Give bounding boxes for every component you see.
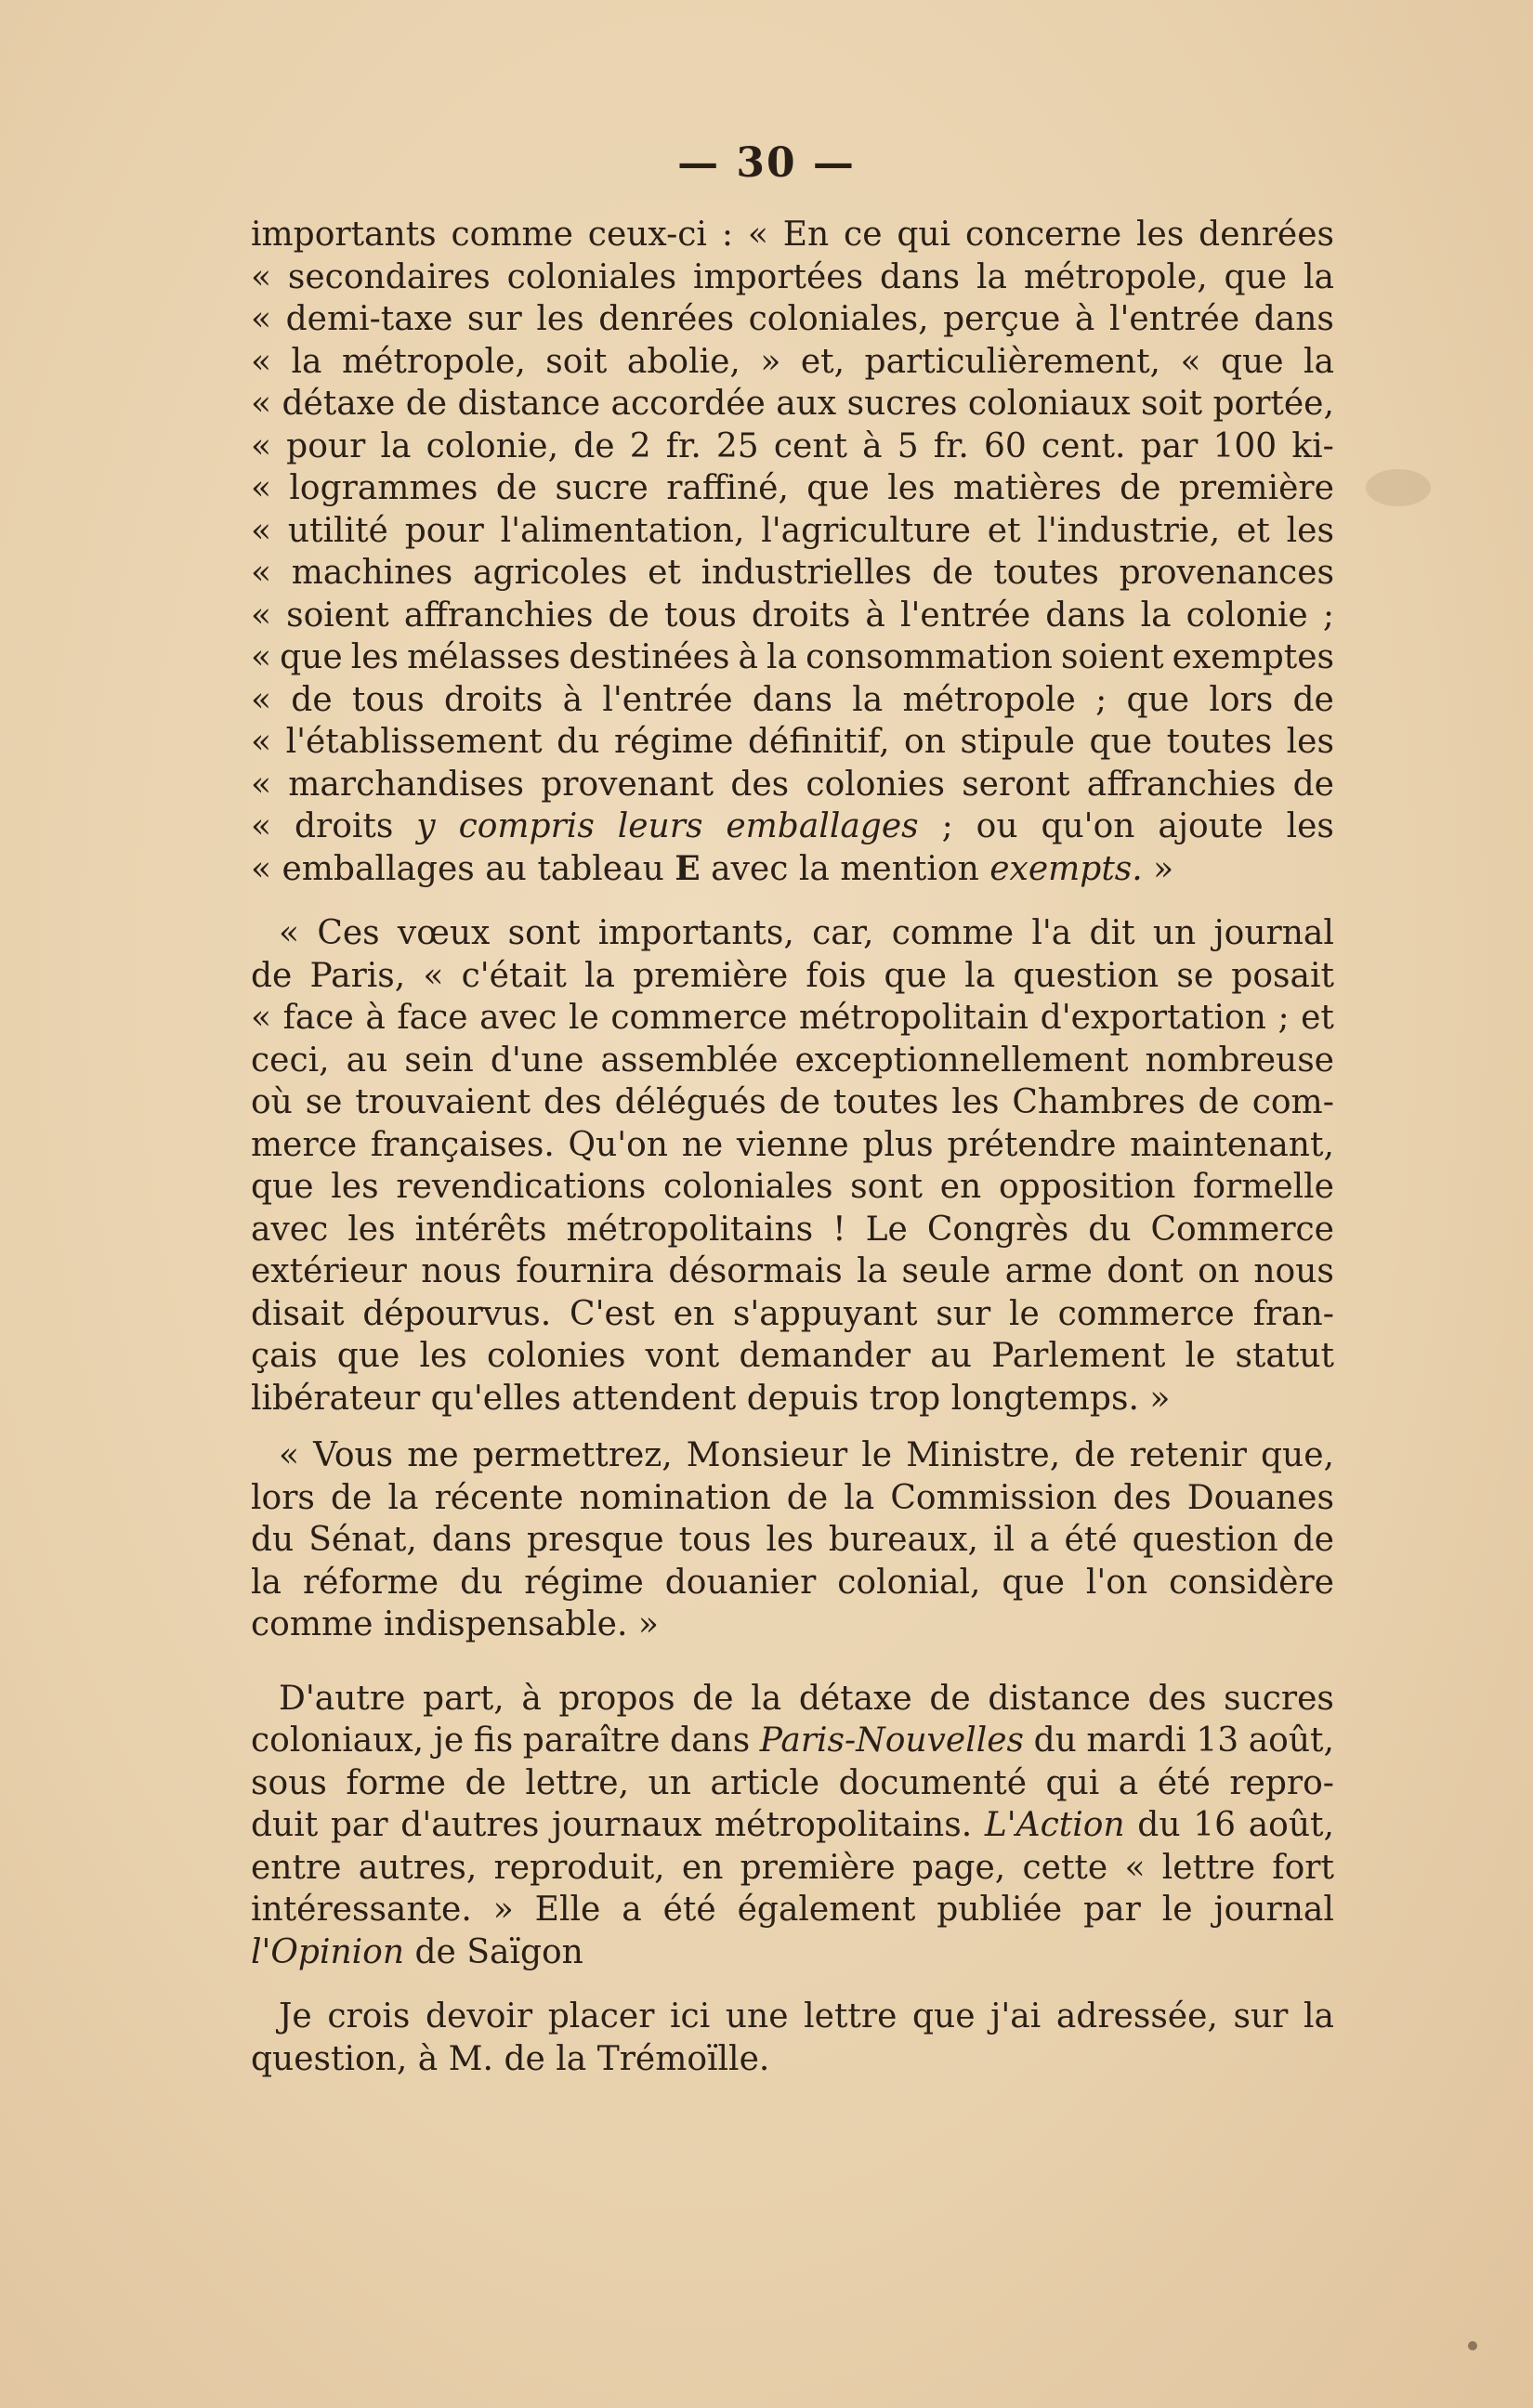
text-line: l'Opinion de Saïgon [251,1932,583,1971]
text-line: la réforme du régime douanier colonial, que l'on considère [251,1563,1334,1602]
text-line: çais que les colonies vont demander au Parlement le statut [251,1337,1334,1375]
text-line: du Sénat, dans presque tous les bureaux, il a été question de [251,1521,1334,1559]
page-text [251,214,1334,2080]
text-line: « logrammes de sucre raffiné, que les matières de première [251,469,1334,507]
text-line: « face à face avec le commerce métropolitain d'exportation ; et [251,999,1334,1037]
text-line: comme indispensable. » [251,1605,659,1643]
text-line: « droits y compris leurs emballages ; ou qu'on ajoute les [251,807,1334,845]
text-line: « emballages au tableau E avec la mention exempts. » [251,848,1174,888]
text-line: « pour la colonie, de 2 fr. 25 cent à 5 fr. 60 cent. par 100 ki- [251,426,1334,465]
text-line: entre autres, reproduit, en première page, cette « lettre fort [251,1848,1334,1887]
text-line: libérateur qu'elles attendent depuis trop longtemps. » [251,1379,1171,1418]
paragraph-1 [251,214,1334,890]
text-line: D'autre part, à propos de la détaxe de distance des sucres [279,1679,1334,1718]
text-line: « détaxe de distance accordée aux sucres coloniaux soit portée, [251,385,1334,423]
text-line: « machines agricoles et industrielles de toutes provenances [251,554,1334,592]
speck [1468,2341,1477,2350]
paragraph-4 [251,1678,1334,1974]
text-line: Je crois devoir placer ici une lettre que j'ai adressée, sur la [279,1997,1334,2035]
text-line: « que les mélasses destinées à la consommation soient exemptes [251,638,1334,676]
text-line: duit par d'autres journaux métropolitains. L'Action du 16 août, [251,1806,1334,1844]
page-number: — 30 — [677,139,856,187]
text-line: importants comme ceux-ci : « En ce qui concerne les denrées [251,216,1334,254]
text-line: sous forme de lettre, un article documenté qui a été repro- [251,1763,1334,1802]
text-line: coloniaux, je fis paraître dans Paris-Nouvelles du mardi 13 août, [251,1721,1334,1760]
text-line: disait dépourvus. C'est en s'appuyant sur le commerce fran- [251,1294,1334,1333]
text-line: que les revendications coloniales sont en opposition formelle [251,1168,1334,1206]
text-line: « demi-taxe sur les denrées coloniales, perçue à l'entrée dans [251,300,1334,338]
text-line: question, à M. de la Trémoïlle. [251,2039,770,2078]
text-line: « secondaires coloniales importées dans la métropole, que la [251,257,1334,296]
text-line: « Vous me permettrez, Monsieur le Ministre, de retenir que, [279,1436,1334,1474]
text-line: « soient affranchies de tous droits à l'entrée dans la colonie ; [251,595,1334,635]
text-line: ceci, au sein d'une assemblée exceptionnellement nombreuse [251,1040,1334,1080]
text-line: intéressante. » Elle a été également publiée par le journal [251,1891,1334,1929]
stain [1366,469,1431,506]
text-line: lors de la récente nomination de la Commission des Douanes [251,1478,1334,1517]
text-line: avec les intérêts métropolitains ! Le Congrès du Commerce [251,1210,1334,1249]
text-line: « la métropole, soit abolie, » et, particulièrement, « que la [251,342,1334,381]
text-line: « de tous droits à l'entrée dans la métropole ; que lors de [251,680,1334,719]
text-line: où se trouvaient des délégués de toutes les Chambres de com- [251,1083,1334,1121]
text-line: « Ces vœux sont importants, car, comme l'a dit un journal [279,914,1334,952]
paragraph-5 [251,1996,1334,2080]
paragraph-3 [251,1434,1334,1646]
text-line: « marchandises provenant des colonies seront affranchies de [251,765,1334,804]
text-line: extérieur nous fournira désormais la seule arme dont on nous [251,1252,1334,1290]
text-line: de Paris, « c'était la première fois que la question se posait [251,956,1334,995]
text-line: « utilité pour l'alimentation, l'agriculture et l'industrie, et les [251,511,1334,550]
text-line: merce françaises. Qu'on ne vienne plus prétendre maintenant, [251,1125,1334,1164]
text-line: « l'établissement du régime définitif, on stipule que toutes les [251,723,1334,761]
paragraph-2 [251,912,1334,1420]
